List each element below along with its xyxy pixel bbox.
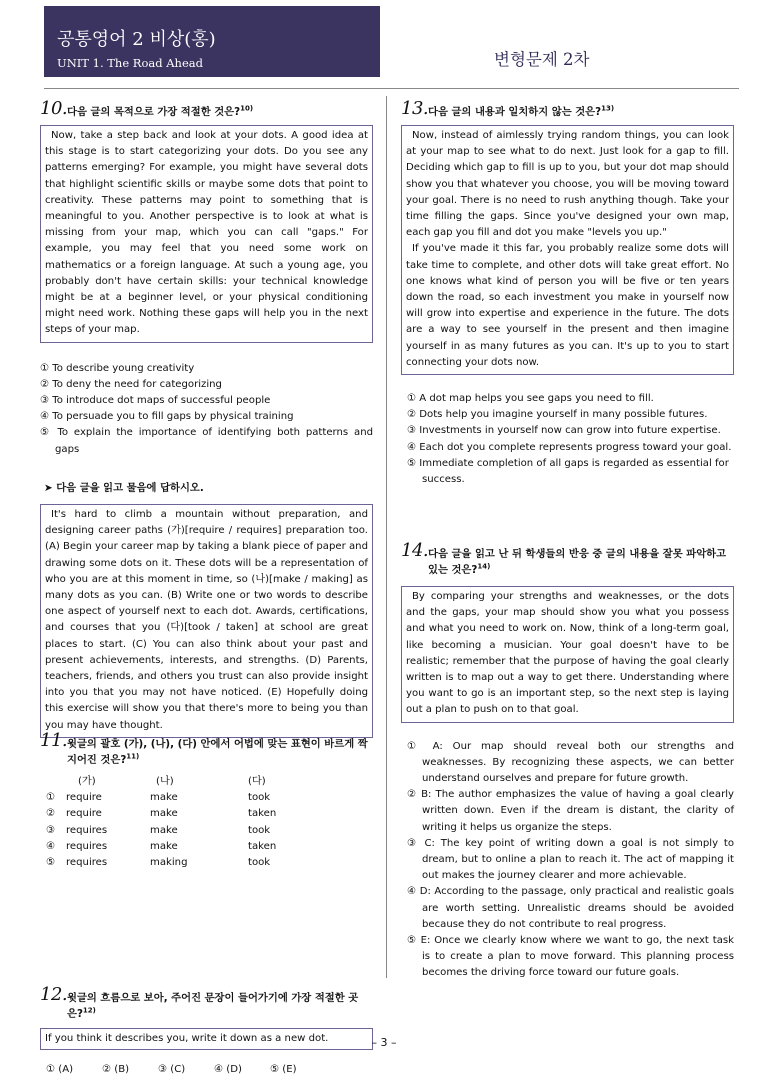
option-4[interactable]: ④ D: According to the passage, only practical and realistic goals are worth setting. Unrealistic dreams should be avoided because they do not contribute to real progress. — [407, 886, 734, 930]
options-header-row — [46, 774, 373, 790]
question-12 — [40, 984, 373, 1078]
question-prompt: 다음 글을 읽고 난 뒤 학생들의 반응 중 글의 내용을 잘못 파악하고 있는 것은? — [428, 548, 727, 576]
col-ga: (가) — [78, 776, 96, 787]
question-11 — [40, 730, 373, 871]
header-title: 공통영어 2 비상(홍) — [57, 29, 216, 50]
question-10-options — [40, 361, 373, 458]
question-prompt: 다음 글의 내용과 일치하지 않는 것은? — [428, 106, 602, 118]
question-number: 10. — [40, 98, 68, 119]
option-2[interactable]: ② To deny the need for categorizing — [40, 378, 222, 390]
header-rule — [44, 88, 739, 89]
header-banner — [44, 6, 380, 77]
option-2[interactable]: ② (B) — [102, 1064, 130, 1076]
footnote-mark: 11) — [126, 752, 140, 761]
passage-paragraph-1: Now, instead of aimlessly trying random things, you can look at your map to see what to do next. Just look for a gap to fill. Deciding which gap to fill is up to you, but your dot map should show you that whatever you choose, you will be moving toward your goal. There is no need to rush anything though. Take your time filling the gaps. Since you've designed your own map, each gap you fill and dot you make "levels you up." — [406, 130, 729, 239]
option-4[interactable]: ④ (D) — [214, 1064, 242, 1076]
column-divider — [386, 96, 387, 978]
option-5[interactable]: ⑤ Immediate completion of all gaps is regarded as essential for success. — [407, 457, 729, 486]
col-da: (다) — [248, 776, 266, 787]
page-number: – 3 – — [371, 1036, 397, 1049]
option-5[interactable]: ⑤ requires making took — [46, 857, 271, 869]
option-2[interactable]: ② B: The author emphasizes the value of having a goal clearly written down. Even if the dream is distant, the clarity of writing it helps us organize the steps. — [407, 789, 734, 833]
question-13-header — [401, 98, 734, 120]
footnote-mark: 13) — [601, 104, 615, 113]
set-label: 변형문제 2차 — [494, 50, 590, 69]
question-10-passage — [40, 125, 373, 343]
passage-paragraph-2: If you've made it this far, you probably realize some dots will take time to complete, and other dots will take great effort. No one knows what kind of person you will be five or ten years down the road, so each investment you make in yourself now will grow into expertise and experience in the future. The dots are a way to see yourself in the present and then imagine yourself in as many futures as you can. It's up to you to start connecting your dots now. — [406, 243, 729, 368]
option-5[interactable]: ⑤ E: Once we clearly know where we want to go, the next task is to create a plan to move forward. This planning process becomes the driving force toward our future goals. — [407, 935, 734, 979]
option-1[interactable]: ① To describe young creativity — [40, 362, 195, 374]
option-4[interactable]: ④ requires make taken — [46, 840, 277, 852]
option-1[interactable]: ① require make took — [46, 792, 271, 804]
question-11-options — [40, 774, 373, 871]
header-unit: UNIT 1. The Road Ahead — [57, 56, 203, 70]
question-14-header — [401, 540, 734, 578]
footnote-mark: 10) — [240, 104, 254, 113]
question-13-passage — [401, 125, 734, 375]
question-12-header — [40, 984, 373, 1022]
question-number: 12. — [40, 984, 68, 1005]
question-number: 14. — [401, 540, 429, 561]
question-10-header — [40, 98, 373, 120]
question-11-header — [40, 730, 373, 768]
question-14 — [401, 540, 734, 982]
option-5[interactable]: ⑤ To explain the importance of identifying both patterns and gaps — [40, 427, 373, 455]
passage-text: By comparing your strengths and weaknesses, or the dots and the gaps, your map should show you what you possess and what you need to work on. Now, think of a long-term goal, like becoming a musician. Your goal doesn't have to be realistic; remember that the purpose of having the goal clearly written is to map out a way to get there. Understanding where you want to go is an important step, so the next step is laying out a plan to push on to that goal. — [406, 591, 729, 716]
question-prompt: 다음 글의 목적으로 가장 적절한 것은? — [67, 106, 241, 118]
left-column — [40, 98, 373, 1076]
option-1[interactable]: ① (A) — [46, 1064, 74, 1076]
question-number: 11. — [40, 730, 68, 751]
option-3[interactable]: ③ To introduce dot maps of successful people — [40, 395, 271, 407]
option-3[interactable]: ③ C: The key point of writing down a goal is not simply to dream, but to online a plan to reach it. The act of mapping it out makes the journey clearer and more achievable. — [407, 837, 734, 882]
option-1[interactable]: ① A: Our map should reveal both our strengths and weaknesses. By recognizing these aspects, we can better understand ourselves and prepare for future growth. — [407, 740, 734, 785]
question-10 — [40, 98, 373, 458]
option-1[interactable]: ① A dot map helps you see gaps you need to fill. — [407, 393, 654, 405]
col-na: (나) — [156, 776, 174, 787]
given-sentence: If you think it describes you, write it down as a new dot. — [45, 1033, 329, 1044]
shared-passage — [40, 504, 373, 738]
option-2[interactable]: ② require make taken — [46, 808, 277, 820]
option-3[interactable]: ③ Investments in yourself now can grow into future expertise. — [407, 425, 721, 437]
passage-text: It's hard to climb a mountain without preparation, and designing career paths (가)[require / requires] preparation too. (A) Begin your career map by taking a blank piece of paper and drawing some dots on it. These dots will be a representation of who you are at this moment in time, so (나)[make / making] as many dots as you can. (B) Write one or two words to describe one aspect of yourself next to each dot. Awards, certifications, and courses that you (다)[took / taken] at school are great places to start. (C) You can also think about your past and present achievements, interests, and strengths. (D) Parents, teachers, friends, and others you trust can also provide insight into you that you may not have noticed. (E) Hopefully doing this exercise will show you that there's more to being you than you may have thought. — [45, 509, 368, 731]
footnote-mark: 12) — [82, 1006, 96, 1015]
passage-text: Now, take a step back and look at your dots. A good idea at this stage is to start categorizing your dots. Do you see any patterns emerging? For example, you might have several dots that highlight scientific skills or maybe some dots that point to creativity. These patterns may point to something that is meaningful to you. Another perspective is to look at what is missing from your map, which you can call "gaps." For example, you may feel that you need some work on mathematics or a foreign language. At such a young age, you probably don't have certain skills: your technical knowledge might be at a beginner level, or your physical conditioning might need work. Nothing these gaps will help you in the next steps of your map. — [45, 130, 368, 336]
option-3[interactable]: ③ requires make took — [46, 824, 271, 836]
footnote-mark: 14) — [477, 562, 491, 571]
option-3[interactable]: ③ (C) — [158, 1064, 186, 1076]
question-13-options — [401, 391, 734, 488]
option-5[interactable]: ⑤ (E) — [270, 1064, 297, 1076]
question-14-passage — [401, 586, 734, 723]
question-prompt: 윗글의 흐름으로 보아, 주어진 문장이 들어가기에 가장 적절한 곳은? — [67, 992, 359, 1020]
right-column — [401, 98, 734, 979]
question-prompt: 윗글의 괄호 (가), (나), (다) 안에서 어법에 맞는 표현이 바르게 짝지어진 것은? — [67, 738, 368, 766]
question-14-options — [401, 739, 734, 982]
option-4[interactable]: ④ To persuade you to fill gaps by physical training — [40, 411, 294, 423]
option-2[interactable]: ② Dots help you imagine yourself in many possible futures. — [407, 409, 708, 421]
shared-passage-block — [40, 480, 373, 738]
question-12-options — [40, 1062, 373, 1078]
option-4[interactable]: ④ Each dot you complete represents progress toward your goal. — [407, 441, 732, 453]
question-number: 13. — [401, 98, 429, 119]
question-13 — [401, 98, 734, 488]
shared-instruction: ➤ 다음 글을 읽고 물음에 답하시오. — [44, 482, 204, 494]
